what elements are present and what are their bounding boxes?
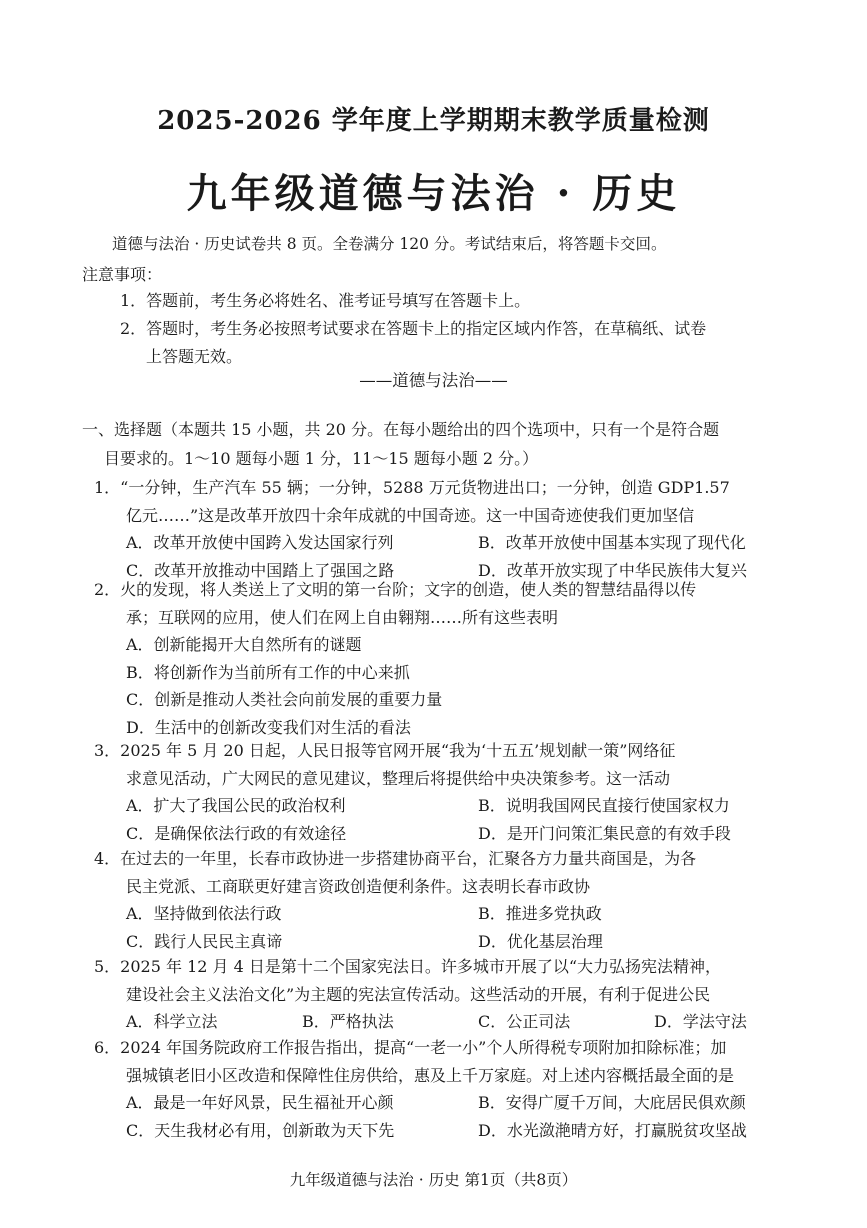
option-a: A．扩大了我国公民的政治权利 [126,796,346,815]
option-b: B．将创新作为当前所有工作的中心来抓 [126,662,410,682]
question-stem-line1: 2．火的发现，将人类送上了文明的第一台阶；文字的创造，使人类的智慧结晶得以传 [94,580,697,599]
section-title: ——道德与法治—— [359,371,508,390]
question-5 [94,953,794,1036]
option-d: D．水光潋滟晴方好，打赢脱贫攻坚战 [478,1120,747,1140]
question-stem-line1: 5．2025 年 12 月 4 日是第十二个国家宪法日。许多城市开展了以“大力弘扬宪法精神， [94,957,722,976]
option-d: D．改革开放实现了中华民族伟大复兴 [478,560,747,580]
question-stem-line1: 3．2025 年 5 月 20 日起，人民日报等官网开展“我为‘十五五’规划献一策”网络征 [94,741,676,760]
question-1 [94,474,794,584]
option-b: B．说明我国网民直接行使国家权力 [478,796,730,815]
option-d: D．优化基层治理 [478,931,603,951]
exam-title-line1: 2025-2026 学年度上学期期末教学质量检测 [157,106,710,136]
option-c: C．改革开放推动中国踏上了强国之路 [126,560,395,580]
notice-item-2-line1: 2．答题时，考生务必按照考试要求在答题卡上的指定区域内作答，在草稿纸、试卷 [120,319,707,338]
part-one-line1: 一、选择题（本题共 15 小题，共 20 分。在每小题给出的四个选项中，只有一个是符合题 [82,420,720,439]
question-stem-line2: 民主党派、工商联更好建言资政创造便利条件。这表明长春市政协 [126,876,591,896]
exam-title-line2: 九年级道德与法治 · 历史 [186,170,681,217]
part-one-heading [82,415,787,473]
question-stem-line2: 建设社会主义法治文化”为主题的宪法宣传活动。这些活动的开展，有利于促进公民 [126,984,711,1004]
option-d: D．生活中的创新改变我们对生活的看法 [126,717,411,737]
option-a: A．科学立法 [126,1012,218,1031]
option-d: D．是开门问策汇集民意的有效手段 [478,823,731,843]
option-c: C．创新是推动人类社会向前发展的重要力量 [126,690,443,709]
option-b: B．改革开放使中国基本实现了现代化 [478,533,746,552]
question-4 [94,845,794,955]
notice-item-2-line2: 上答题无效。 [146,347,243,366]
option-a: A．最是一年好风景，民生福祉开心颜 [126,1093,394,1112]
question-stem-line2: 承；互联网的应用，使人们在网上自由翱翔……所有这些表明 [126,607,559,627]
option-c: C．是确保依法行政的有效途径 [126,823,347,843]
option-c: C．公正司法 [478,1012,571,1031]
option-b: B．推进多党执政 [478,904,602,923]
option-d: D．学法守法 [654,1012,747,1031]
exam-intro: 道德与法治 · 历史试卷共 8 页。全卷满分 120 分。考试结束后，将答题卡交回。 [112,235,667,253]
part-one-line2: 目要求的。1～10 题每小题 1 分，11～15 题每小题 2 分。） [104,449,539,468]
notice-item-2 [120,315,790,371]
option-a: A．创新能揭开大自然所有的谜题 [126,635,362,654]
option-c: C．天生我材必有用，创新敢为天下先 [126,1120,395,1140]
question-stem-line2: 强城镇老旧小区改造和保障性住房供给，惠及上千万家庭。对上述内容概括最全面的是 [126,1065,735,1085]
notice-item-1: 1．答题前，考生务必将姓名、准考证号填写在答题卡上。 [120,291,531,310]
option-b: B．严格执法 [302,1012,394,1031]
question-stem-line1: 1．“一分钟，生产汽车 55 辆；一分钟，5288 万元货物进出口；一分钟，创造 GDP1.57 [94,478,730,497]
option-c: C．践行人民民主真谛 [126,931,283,951]
option-a: A．坚持做到依法行政 [126,904,282,923]
notice-heading: 注意事项： [82,265,163,284]
option-b: B．安得广厦千万间，大庇居民俱欢颜 [478,1093,746,1112]
page-footer: 九年级道德与法治 · 历史 第1页（共8页） [289,1171,578,1189]
question-stem-line2: 亿元……”这是改革开放四十余年成就的中国奇迹。这一中国奇迹使我们更加坚信 [126,505,695,525]
question-6 [94,1034,794,1144]
question-2 [94,576,794,741]
question-stem-line2: 求意见活动，广大网民的意见建议，整理后将提供给中央决策参考。这一活动 [126,768,671,788]
question-3 [94,737,794,847]
question-stem-line1: 6．2024 年国务院政府工作报告指出，提高“一老一小”个人所得税专项附加扣除标准；加 [94,1038,727,1057]
question-stem-line1: 4．在过去的一年里，长春市政协进一步搭建协商平台，汇聚各方力量共商国是，为各 [94,849,697,868]
option-a: A．改革开放使中国跨入发达国家行列 [126,533,394,552]
